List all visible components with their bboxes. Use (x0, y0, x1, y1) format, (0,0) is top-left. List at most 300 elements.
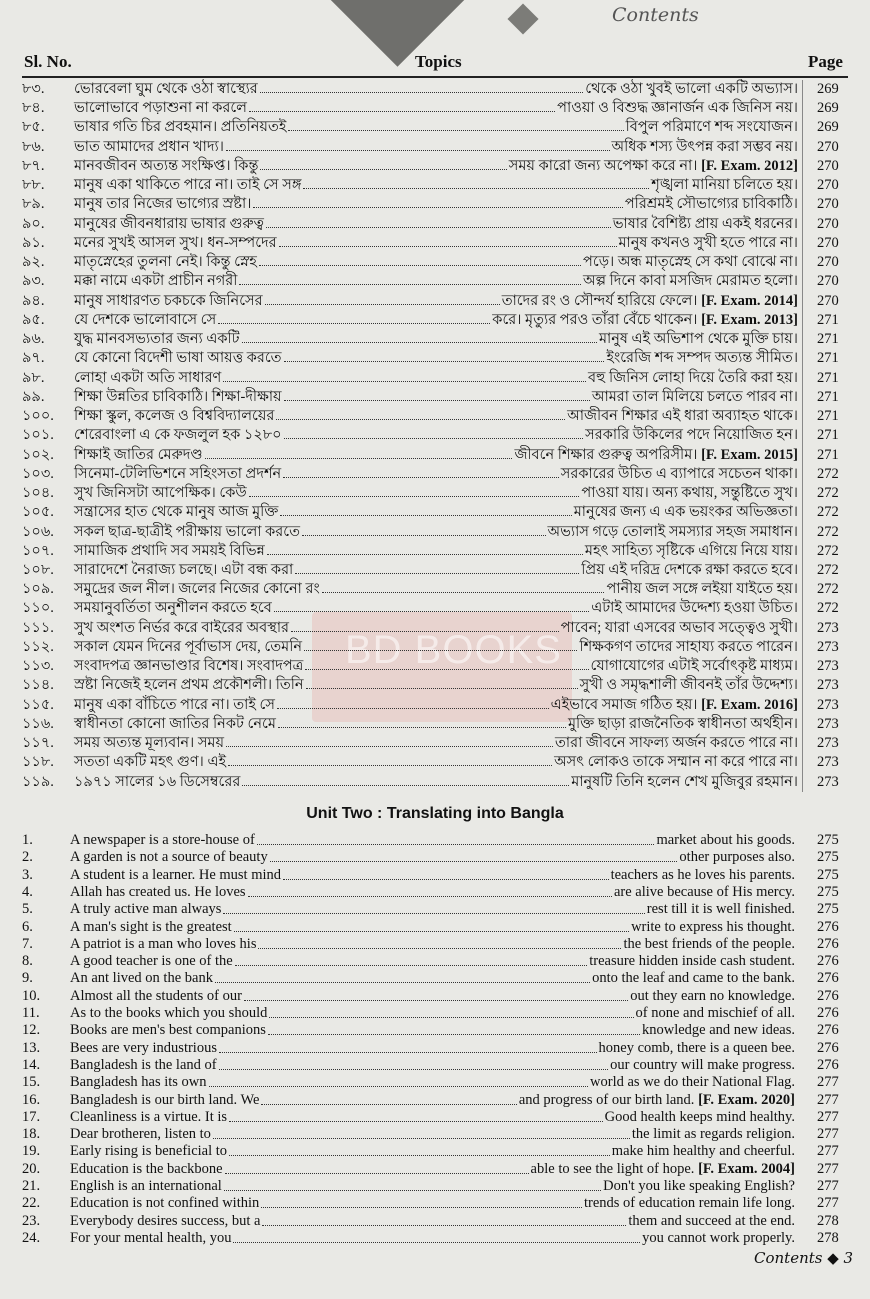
row-serial: ১০০. (22, 408, 54, 425)
row-topic-start: সামাজিক প্রথাদি সব সময়ই বিভিন্ন (74, 542, 265, 559)
row-topic-end (502, 292, 798, 311)
row-page-number: 272 (817, 562, 839, 578)
toc-row (0, 1092, 870, 1109)
row-serial: ১০৭. (22, 542, 54, 559)
toc-row (0, 195, 870, 214)
row-topic-start: লোহা একটা অতি সাধারণ (74, 369, 222, 386)
row-topic-end-text: able to see the light of hope. (530, 1160, 695, 1177)
dot-leader (262, 1225, 626, 1226)
row-topic-start: A man's sight is the greatest (70, 918, 232, 935)
dot-leader (268, 1034, 640, 1035)
toc-row (0, 696, 870, 715)
row-page-number: 275 (817, 849, 839, 866)
row-topic-end (610, 1057, 795, 1074)
row-topic-end (647, 901, 795, 918)
toc-row (0, 753, 870, 772)
row-topic-end-text: them and succeed at the end. (628, 1212, 795, 1229)
toc-row (0, 234, 870, 253)
dot-leader (219, 1052, 597, 1053)
row-serial: 14. (22, 1056, 41, 1073)
dot-leader (235, 965, 587, 966)
row-topic-start: A truly active man always (70, 901, 222, 918)
dot-leader (260, 169, 507, 170)
row-topic-end-text: শৃঙ্খলা মানিয়া চলিতে হয়। (651, 177, 798, 194)
row-topic-start: সুখ অংশত নির্ভর করে বাইরের অবস্থার (74, 619, 290, 636)
toc-row (0, 953, 870, 970)
dot-leader (258, 948, 621, 949)
exam-tag: [F. Exam. 2013] (701, 311, 798, 328)
row-page-number: 277 (817, 1178, 839, 1194)
row-topic-start: ১৯৭১ সালের ১৬ ডিসেম্বরের (74, 773, 241, 790)
row-topic-end-text: পাওয়া যায়। অন্য কথায়, সন্তুষ্টিতে সুখ। (581, 485, 798, 502)
row-topic-end-text: write to express his thought. (631, 918, 795, 935)
row-topic-end (613, 215, 798, 234)
row-topic-end (592, 970, 795, 987)
dot-leader (259, 265, 581, 266)
row-topic-start: Education is not confined within (70, 1195, 260, 1212)
row-topic-start: সুখ জিনিসটা আপেক্ষিক। কেউ (74, 485, 247, 502)
row-topic-end (630, 988, 795, 1005)
row-topic-end-text: পাবেন; যারা এসবের অভাব সত্ত্বেও সুখী। (560, 619, 798, 636)
dot-leader (242, 785, 569, 786)
row-serial: 10. (22, 987, 41, 1004)
row-page-number: 272 (817, 600, 839, 617)
dot-leader (260, 92, 583, 93)
row-page-number: 272 (817, 542, 839, 559)
row-topic-end-text: অভ্যাস গড়ে তোলাই সমস্যার সহজ সমাধান। (547, 523, 798, 540)
row-serial: ৮৭. (22, 157, 45, 174)
row-topic-end-text: knowledge and new ideas. (641, 1022, 795, 1039)
row-topic-end (554, 753, 798, 772)
row-topic-start: Cleanliness is a virtue. It is (70, 1108, 228, 1125)
row-page-number: 271 (817, 311, 839, 328)
row-page-number: 271 (817, 388, 839, 405)
row-topic-end (548, 523, 798, 542)
row-page-number: 270 (817, 273, 839, 290)
row-serial: 7. (22, 935, 33, 952)
row-topic-end-text: Don't you like speaking English? (603, 1178, 795, 1194)
toc-row (0, 1161, 870, 1178)
row-page-number: 276 (817, 1022, 839, 1039)
row-topic-end-text: মহৎ সাহিত্য সৃষ্টিকে এগিয়ে নিয়ে যায়। (584, 542, 798, 559)
row-page-number: 270 (817, 215, 839, 232)
row-topic-end-text: of none and mischief of all. (635, 1005, 795, 1021)
row-topic-start: সমুদ্রের জল নীল। জলের নিজের কোনো রং (74, 581, 320, 598)
row-serial: ১০৬. (22, 523, 54, 540)
row-topic-start: An ant lived on the bank (70, 970, 213, 987)
dot-leader (226, 150, 610, 151)
row-serial: 15. (22, 1074, 41, 1091)
row-serial: ১০৩. (22, 465, 54, 482)
row-page-number: 277 (817, 1160, 839, 1177)
row-serial: ৮৮. (22, 177, 45, 194)
dot-leader (305, 669, 589, 670)
row-topic-end (656, 832, 795, 849)
row-topic-start: Dear brotheren, listen to (70, 1126, 211, 1143)
row-serial: ১০১. (22, 427, 54, 444)
row-page-number: 272 (817, 465, 839, 482)
row-page-number: 277 (817, 1091, 839, 1108)
row-topic-end-text: onto the leaf and came to the bank. (592, 970, 795, 987)
row-topic-end (623, 936, 795, 953)
row-topic-start: যে দেশকে ভালোবাসে সে (74, 311, 217, 328)
row-topic-end (581, 484, 798, 503)
row-topic-start: সারাদেশে নৈরাজ্য চলছে। এটা বন্ধ করা (74, 562, 294, 578)
row-topic-end (581, 561, 798, 580)
row-topic-end (631, 919, 795, 936)
toc-row (0, 157, 870, 176)
dot-leader (249, 111, 555, 112)
row-topic-end (561, 619, 798, 638)
dot-leader (229, 1155, 610, 1156)
row-page-number: 276 (817, 1039, 839, 1056)
row-topic-end (612, 1143, 795, 1160)
row-topic-end-text: are alive because of His mercy. (613, 883, 795, 900)
row-page-number: 271 (817, 408, 839, 425)
dot-leader (248, 896, 612, 897)
unit-title: Unit Two : Translating into Bangla (306, 805, 564, 822)
toc-row (0, 1074, 870, 1091)
row-page-number: 275 (817, 832, 839, 848)
toc-row (0, 657, 870, 676)
row-topic-end (591, 657, 798, 676)
row-topic-start: সময়ানুবর্তিতা অনুশীলন করতে হবে (74, 600, 272, 617)
row-topic-start: মানুষ একা থাকিতে পারে না। তাই সে সঙ্গ (74, 177, 302, 194)
row-serial: ১১৬. (22, 715, 54, 732)
toc-row (0, 311, 870, 330)
row-page-number: 278 (817, 1212, 839, 1229)
toc-row (0, 542, 870, 561)
row-topic-end (588, 369, 798, 388)
dot-leader (225, 1173, 529, 1174)
row-serial: ৮৩. (22, 81, 45, 97)
page-column-divider (802, 80, 803, 792)
toc-row (0, 292, 870, 311)
row-topic-end (612, 138, 798, 157)
toc-row (0, 599, 870, 618)
row-page-number: 276 (817, 987, 839, 1004)
row-page-number: 269 (817, 100, 839, 117)
row-topic-end-text: মানুষের জন্য এ এক ভয়ংকর অভিজ্ঞতা। (573, 504, 798, 521)
row-topic-start: Almost all the students of our (70, 987, 242, 1004)
toc-row (0, 936, 870, 953)
row-page-number: 270 (817, 138, 839, 155)
row-topic-end (571, 773, 798, 792)
row-topic-start: As to the books which you should (70, 1005, 268, 1021)
row-page-number: 271 (817, 350, 839, 367)
row-page-number: 273 (817, 638, 839, 655)
row-topic-end-text: ইংরেজি শব্দ সম্পদ অত্যন্ত সীমিত। (606, 350, 798, 367)
row-topic-start: ভাত আমাদের প্রধান খাদ্য। (74, 138, 224, 155)
dot-leader (280, 515, 572, 516)
row-serial: ৯৫. (22, 311, 45, 328)
row-topic-end-text: তাদের রং ও সৌন্দর্য হারিয়ে ফেলে। (501, 292, 698, 309)
row-topic-end (589, 953, 795, 970)
row-serial: 8. (22, 953, 33, 970)
dot-leader (306, 688, 578, 689)
row-topic-start: A garden is not a source of beauty (70, 849, 268, 866)
row-serial: 21. (22, 1178, 41, 1194)
row-topic-end-text: অসৎ লোকও তাকে সম্মান না করে পারে না। (554, 754, 798, 771)
row-serial: 1. (22, 832, 33, 848)
row-topic-end (568, 715, 798, 734)
row-serial: 12. (22, 1022, 41, 1039)
row-serial: ১১৩. (22, 658, 54, 675)
row-page-number: 272 (817, 581, 839, 598)
row-serial: ১০২. (22, 446, 54, 463)
row-serial: ১১২. (22, 638, 54, 655)
row-topic-end-text: rest till it is well finished. (646, 901, 795, 918)
row-topic-end-text: the best friends of the people. (623, 935, 795, 952)
dot-leader (218, 323, 490, 324)
row-topic-start: স্রষ্টা নিজেই হলেন প্রথম প্রকৌশলী। তিনি (74, 677, 304, 694)
toc-row (0, 272, 870, 291)
row-topic-end (519, 1092, 795, 1109)
dot-leader (265, 304, 500, 305)
table-header (0, 52, 870, 76)
row-page-number: 270 (817, 177, 839, 194)
row-topic-end (642, 1022, 795, 1039)
row-page-number: 278 (817, 1229, 839, 1246)
row-page-number: 273 (817, 696, 839, 713)
row-topic-end-text: করে। মৃত্যুর পরও তাঁরা বেঁচে থাকেন। (492, 311, 698, 328)
row-serial: ৯৬. (22, 331, 45, 348)
row-page-number: 273 (817, 735, 839, 752)
row-topic-end (679, 849, 795, 866)
toc-row (0, 676, 870, 695)
row-topic-end-text: বিপুল পরিমাণে শব্দ সংযোজন। (625, 119, 798, 136)
row-topic-start: মানুষের জীবনধারায় ভাষার গুরুত্ব (74, 215, 264, 232)
dot-leader (261, 1207, 582, 1208)
row-topic-end-text: এইভাবে সমাজ গঠিত হয়। (550, 696, 698, 713)
header-rule (22, 76, 848, 78)
row-serial: 18. (22, 1126, 41, 1143)
toc-row (0, 1230, 870, 1247)
row-topic-start: স্বাধীনতা কোনো জাতির নিকট নেমে (74, 715, 276, 732)
row-topic-end (606, 580, 798, 599)
row-topic-end-text: সুখী ও সমৃদ্ধশালী জীবনই তাঁর উদ্দেশ্য। (579, 677, 798, 694)
row-serial: ১০৯. (22, 581, 54, 598)
dot-leader (302, 535, 546, 536)
dot-leader (288, 130, 624, 131)
toc-row (0, 80, 870, 99)
row-topic-end-text: market about his goods. (656, 832, 795, 848)
dot-leader (205, 458, 512, 459)
toc-row (0, 349, 870, 368)
row-topic-start: সন্ত্রাসের হাত থেকে মানুষ আজ মুক্তি (74, 504, 279, 521)
row-topic-end-text: মানুষটি তিনি হলেন শেখ মুজিবুর রহমান। (571, 773, 798, 790)
row-topic-start: Allah has created us. He loves (70, 883, 246, 900)
toc-row (0, 1109, 870, 1126)
row-topic-start: মাতৃস্নেহের তুলনা নেই। কিন্তু স্নেহ (74, 254, 257, 271)
row-topic-start: মানুষ সাধারণত চকচকে জিনিসের (74, 292, 263, 309)
row-topic-end (579, 638, 798, 657)
toc-row (0, 465, 870, 484)
row-page-number: 276 (817, 918, 839, 935)
row-page-number: 273 (817, 773, 839, 790)
row-topic-end (585, 426, 798, 445)
row-topic-end-text: trends of education remain life long. (584, 1195, 795, 1212)
row-serial: ৯৮. (22, 369, 45, 386)
row-topic-end-text: সময় কারো জন্য অপেক্ষা করে না। (508, 157, 698, 174)
dot-leader (257, 844, 654, 845)
toc-row (0, 734, 870, 753)
dot-leader (304, 650, 577, 651)
toc-row (0, 1195, 870, 1212)
row-topic-end-text: আজীবন শিক্ষার এই ধারা অব্যাহত থাকে। (567, 408, 798, 425)
row-topic-end-text: অল্প দিনে কাবা মসজিদ মেরামত হলো। (583, 273, 798, 290)
row-topic-start: Bees are very industrious (70, 1039, 217, 1056)
row-topic-end-text: teachers as he loves his parents. (610, 866, 795, 883)
row-topic-start: Early rising is beneficial to (70, 1143, 228, 1160)
row-topic-end-text: মানুষ কখনও সুখী হতে পারে না। (618, 234, 798, 251)
toc-row (0, 884, 870, 901)
small-diamond-decoration (507, 3, 538, 34)
toc-row (0, 369, 870, 388)
dot-leader (223, 381, 586, 382)
row-serial: ৯১. (22, 234, 45, 251)
toc-row (0, 619, 870, 638)
dot-leader (209, 1086, 588, 1087)
dot-leader (274, 611, 589, 612)
row-topic-end (626, 118, 798, 137)
dot-leader (278, 727, 566, 728)
dot-leader (266, 227, 611, 228)
dot-leader (239, 284, 581, 285)
row-page-number: 276 (817, 935, 839, 952)
row-page-number: 276 (817, 1005, 839, 1021)
row-topic-end-text: honey comb, there is a queen bee. (598, 1039, 795, 1056)
dot-leader (270, 861, 677, 862)
row-serial: ১১৫. (22, 696, 54, 713)
row-topic-end (492, 311, 798, 330)
row-topic-end (619, 234, 799, 253)
row-topic-start: Bangladesh is our birth land. We (70, 1091, 260, 1108)
row-topic-end-text: তারা জীবনে সাফল্য অর্জন করতে পারে না। (555, 735, 798, 752)
row-serial: ৯৯. (22, 388, 45, 405)
toc-row (0, 446, 870, 465)
row-topic-end-text: প্রিয় এই দরিদ্র দেশকে রক্ষা করতে হবে। (581, 562, 798, 578)
dot-leader (269, 1017, 634, 1018)
toc-row (0, 849, 870, 866)
dot-leader (233, 1242, 640, 1243)
row-topic-start: সিনেমা-টেলিভিশনে সহিংসতা প্রদর্শন (74, 465, 282, 482)
row-topic-start: মানবজীবন অত্যন্ত সংক্ষিপ্ত। কিন্তু (74, 157, 259, 174)
row-page-number: 270 (817, 196, 839, 213)
row-topic-end (599, 1040, 795, 1057)
row-serial: 23. (22, 1212, 41, 1229)
row-serial: 6. (22, 918, 33, 935)
row-page-number: 276 (817, 1056, 839, 1073)
row-page-number: 273 (817, 754, 839, 771)
exam-tag: [F. Exam. 2014] (701, 292, 798, 309)
row-page-number: 277 (817, 1126, 839, 1143)
row-topic-start: Everybody desires success, but a (70, 1212, 261, 1229)
row-page-number: 276 (817, 953, 839, 970)
row-page-number: 270 (817, 234, 839, 251)
row-page-number: 270 (817, 157, 839, 174)
row-topic-end-text: Good health keeps mind healthy. (604, 1108, 795, 1125)
row-page-number: 271 (817, 331, 839, 348)
row-serial: ১০৫. (22, 504, 54, 521)
row-topic-start: মক্কা নামে একটা প্রাচীন নগরী (74, 273, 238, 290)
row-page-number: 277 (817, 1074, 839, 1091)
row-topic-end (606, 349, 798, 368)
row-topic-end (625, 195, 798, 214)
row-topic-end-text: মুক্তি ছাড়া রাজনৈতিক স্বাধীনতা অর্থহীন। (567, 715, 798, 732)
dot-leader (303, 188, 649, 189)
row-topic-end-text: make him healthy and cheerful. (611, 1143, 795, 1160)
row-topic-start: A good teacher is one of the (70, 953, 233, 970)
dot-leader (279, 246, 617, 247)
dot-leader (322, 592, 604, 593)
row-serial: ৮৬. (22, 138, 45, 155)
row-topic-start: শিক্ষাই জাতির মেরুদণ্ড (74, 446, 203, 463)
row-topic-end-text: পানীয় জল সঙ্গে লইয়া যাইতে হয়। (606, 581, 798, 598)
row-serial: ৯০. (22, 215, 45, 232)
toc-row (0, 561, 870, 580)
row-page-number: 273 (817, 715, 839, 732)
row-topic-start: সময় অত্যন্ত মূল্যবান। সময় (74, 735, 225, 752)
row-serial: ৯২. (22, 254, 45, 271)
row-topic-end (583, 253, 798, 272)
handwritten-note: Contents (612, 4, 699, 26)
row-topic-start: শিক্ষা স্কুল, কলেজ ও বিশ্ববিদ্যালয়ের (74, 408, 275, 425)
row-topic-start: ভালোভাবে পড়াশুনা না করলে (74, 100, 247, 117)
row-page-number: 271 (817, 427, 839, 444)
row-serial: ১১০. (22, 600, 54, 617)
dot-leader (267, 554, 583, 555)
row-page-number: 270 (817, 292, 839, 309)
row-topic-end (583, 272, 798, 291)
row-topic-start: A newspaper is a store-house of (70, 832, 255, 848)
row-serial: 20. (22, 1160, 41, 1177)
toc-row (0, 138, 870, 157)
row-topic-end (651, 176, 798, 195)
row-topic-start: A patriot is a man who loves his (70, 935, 257, 952)
row-page-number: 271 (817, 369, 839, 386)
row-topic-end (585, 542, 798, 561)
row-serial: 13. (22, 1039, 41, 1056)
toc-row (0, 919, 870, 936)
row-page-number: 277 (817, 1143, 839, 1160)
row-topic-start: ভোরবেলা ঘুম থেকে ওঠা স্বাস্থ্যের (74, 81, 258, 97)
row-topic-end (584, 1195, 795, 1212)
row-topic-end (603, 1178, 795, 1195)
row-serial: ১১৯. (22, 773, 54, 790)
row-topic-end-text: সরকারের উচিত এ ব্যাপারে সচেতন থাকা। (560, 465, 798, 482)
dot-leader (277, 708, 549, 709)
toc-row (0, 1126, 870, 1143)
dot-leader (284, 438, 583, 439)
exam-tag: [F. Exam. 2016] (701, 696, 798, 713)
row-page-number: 271 (817, 446, 839, 463)
dot-leader (234, 931, 629, 932)
dot-leader (219, 1069, 608, 1070)
row-page-number: 270 (817, 254, 839, 271)
row-page-number: 275 (817, 866, 839, 883)
row-topic-end-text: শিক্ষকগণ তাদের সাহায্য করতে পারেন। (579, 638, 798, 655)
dot-leader (226, 746, 553, 747)
row-page-number: 273 (817, 619, 839, 636)
row-topic-end (514, 446, 798, 465)
row-topic-start: Books are men's best companions (70, 1022, 266, 1039)
exam-tag: [F. Exam. 2020] (698, 1091, 795, 1108)
dot-leader (261, 1104, 517, 1105)
row-serial: 3. (22, 866, 33, 883)
row-page-number: 273 (817, 658, 839, 675)
row-topic-end (642, 1230, 795, 1247)
